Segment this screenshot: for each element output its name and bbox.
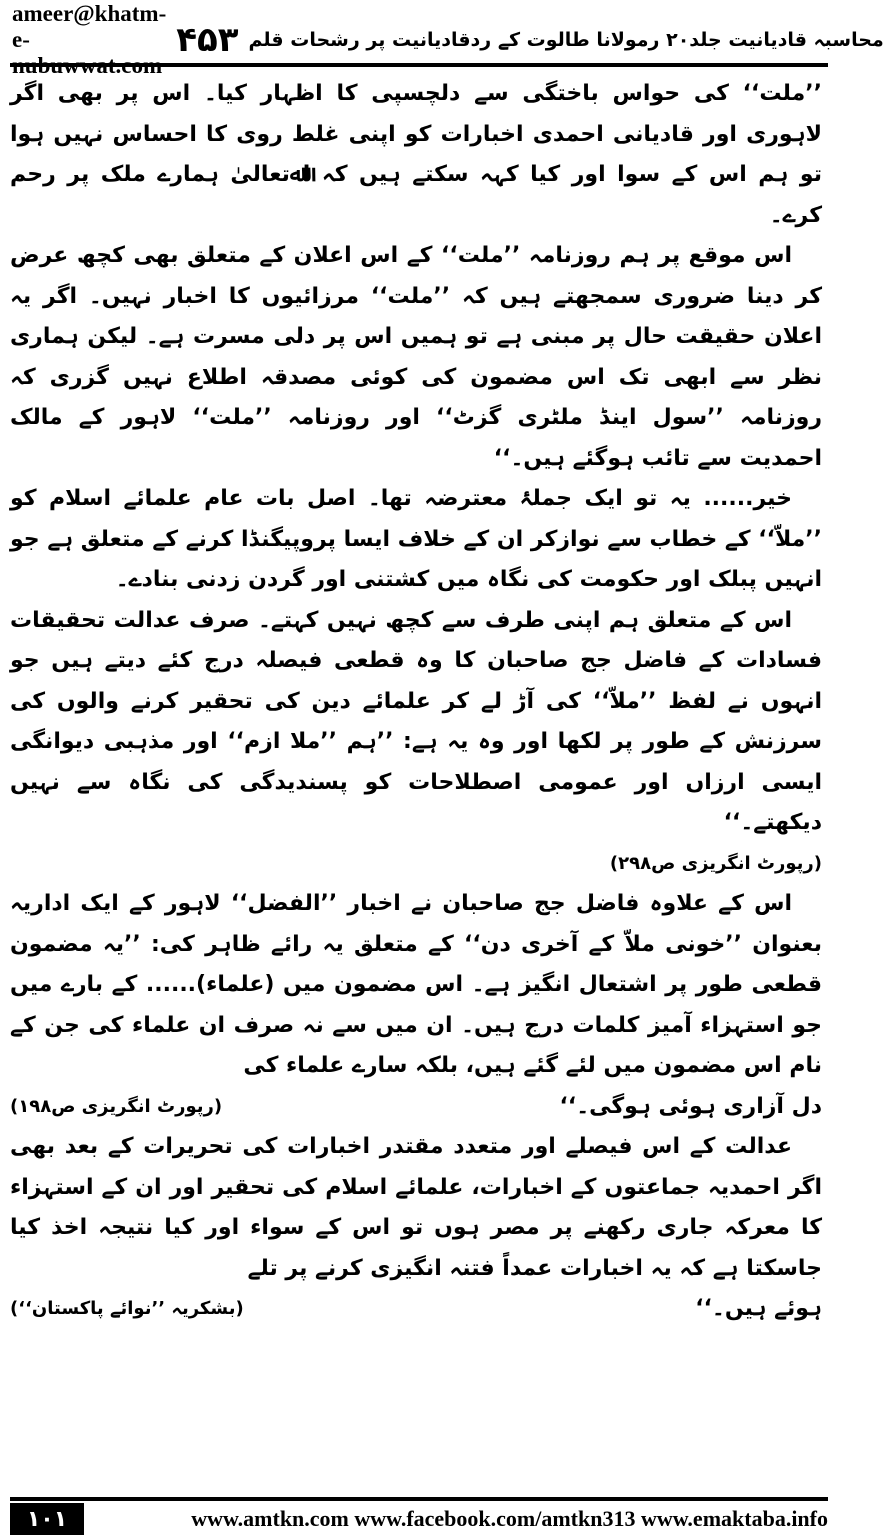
- paragraph-5-end: دل آزاری ہوئی ہوگی۔‘‘: [559, 1093, 822, 1119]
- page-footer: [10, 1502, 828, 1536]
- paragraph-3: خیر...... یہ تو ایک جملۂ معترضہ تھا۔ اصل بات عام علمائے اسلام کو ’’ملاّ‘‘ کے خطاب سے نوازکر ان کے خلاف ایسا پروپیگنڈا کرنے کے متعلق ہے جو انہیں پبلک اور حکومت کی نگاہ میں کشتنی اور گردن زدنی بنادے۔: [10, 486, 822, 592]
- paragraph-2: اس موقع پر ہم روزنامہ ’’ملت‘‘ کے اس اعلان کے متعلق بھی کچھ عرض کر دینا ضروری سمجھتے ہیں کہ ’’ملت‘‘ مرزائیوں کا اخبار نہیں۔ اگر یہ اعلان حقیقت حال پر مبنی ہے تو ہمیں اس پر دلی مسرت ہے۔ لیکن ہماری نظر سے ابھی تک اس مضمون کی کوئی مصدقہ اطلاع نہیں گزری کہ روزنامہ ’’سول اینڈ ملٹری گزٹ‘‘ اور روزنامہ ’’ملت‘‘ لاہور کے مالک احمدیت سے تائب ہوگئے ہیں۔‘‘: [10, 243, 822, 471]
- paragraph-6: عدالت کے اس فیصلے اور متعدد مقتدر اخبارات کی تحریرات کے بعد بھی اگر احمدیہ جماعتوں کے اخبارات، علمائے اسلام کی تحقیر اور ان کے استہزاء کا معرکہ جاری رکھنے پر مصر ہوں تو اس کے سواء اور کیا نتیجہ اخذ کیا جاسکتا ہے کہ یہ اخبارات عمداً فتنہ انگیزی کرنے پر تلے: [10, 1134, 822, 1281]
- reference-line-3: [10, 1289, 822, 1330]
- paragraph-6-end: ہوئے ہیں۔‘‘: [695, 1296, 822, 1321]
- footer-links[interactable]: www.amtkn.com www.facebook.com/amtkn313 www.emaktaba.info: [191, 1506, 828, 1531]
- header-email[interactable]: ameer@khatm-e-nubuwwat.com: [12, 1, 167, 78]
- footer-divider: [10, 1497, 828, 1501]
- reference-2: (رپورٹ انگریزی ص۱۹۸): [10, 1095, 223, 1117]
- header-divider: [10, 63, 828, 67]
- paragraph-4: اس کے متعلق ہم اپنی طرف سے کچھ نہیں کہتے۔ صرف عدالت تحقیقات فسادات کے فاضل جج صاحبان کا وہ قطعی فیصلہ درج کئے دیتے ہیں جو انہوں نے لفظ ’’ملاّ‘‘ کی آڑ لے کر علمائے دین کی تحقیر کرنے والوں کی سرزنش کے طور پر لکھا اور وہ یہ ہے: ’’ہم ’’ملا ازم‘‘ اور مذہبی دیوانگی ایسی ارزاں اور عمومی اصطلاحات کو پسندیدگی کی نگاہ سے نہیں دیکھتے۔‘‘: [10, 607, 822, 835]
- paragraph-5: اس کے علاوہ فاضل جج صاحبان نے اخبار ’’الفضل‘‘ لاہور کے ایک اداریہ بعنوان ’’خونی ملاّ کے آخری دن‘‘ کے متعلق یہ رائے ظاہر کی: ’’یہ مضمون قطعی طور پر اشتعال انگیز ہے۔ اس مضمون میں (علماء)...... کے بارے میں جو استہزاء آمیز کلمات درج ہیں۔ ان میں سے نہ صرف ان علماء کی جن کے نام اس مضمون میں لئے گئے ہیں، بلکہ سارے علماء کی: [10, 891, 822, 1078]
- header-right-group: [166, 20, 883, 60]
- header-page-number: ۴۵۳: [176, 20, 239, 60]
- header-title: محاسبہ قادیانیت جلد۲۰ رمولانا طالوت کے ردقادیانیت پر رشحات قلم: [248, 29, 884, 51]
- reference-3: (بشکریہ ’’نوائے پاکستان‘‘): [10, 1298, 244, 1319]
- footer-page-number: ۱۰۱: [10, 1503, 84, 1535]
- reference-line-1: [10, 844, 822, 885]
- reference-line-2: [10, 1087, 822, 1128]
- body-text: [10, 74, 822, 1330]
- reference-1: (رپورٹ انگریزی ص۲۹۸): [609, 852, 822, 874]
- paragraph-1: ’’ملت‘‘ کی حواس باختگی سے دلچسپی کا اظہار کیا۔ اس پر بھی اگر لاہوری اور قادیانی احمدی اخبارات کو اپنی غلط روی کا احساس نہیں ہوا تو ہم اس کے سوا اور کیا کہہ سکتے ہیں کہ اﷲتعالیٰ ہمارے ملک پر رحم کرے۔: [10, 81, 822, 228]
- page-header: [12, 1, 884, 78]
